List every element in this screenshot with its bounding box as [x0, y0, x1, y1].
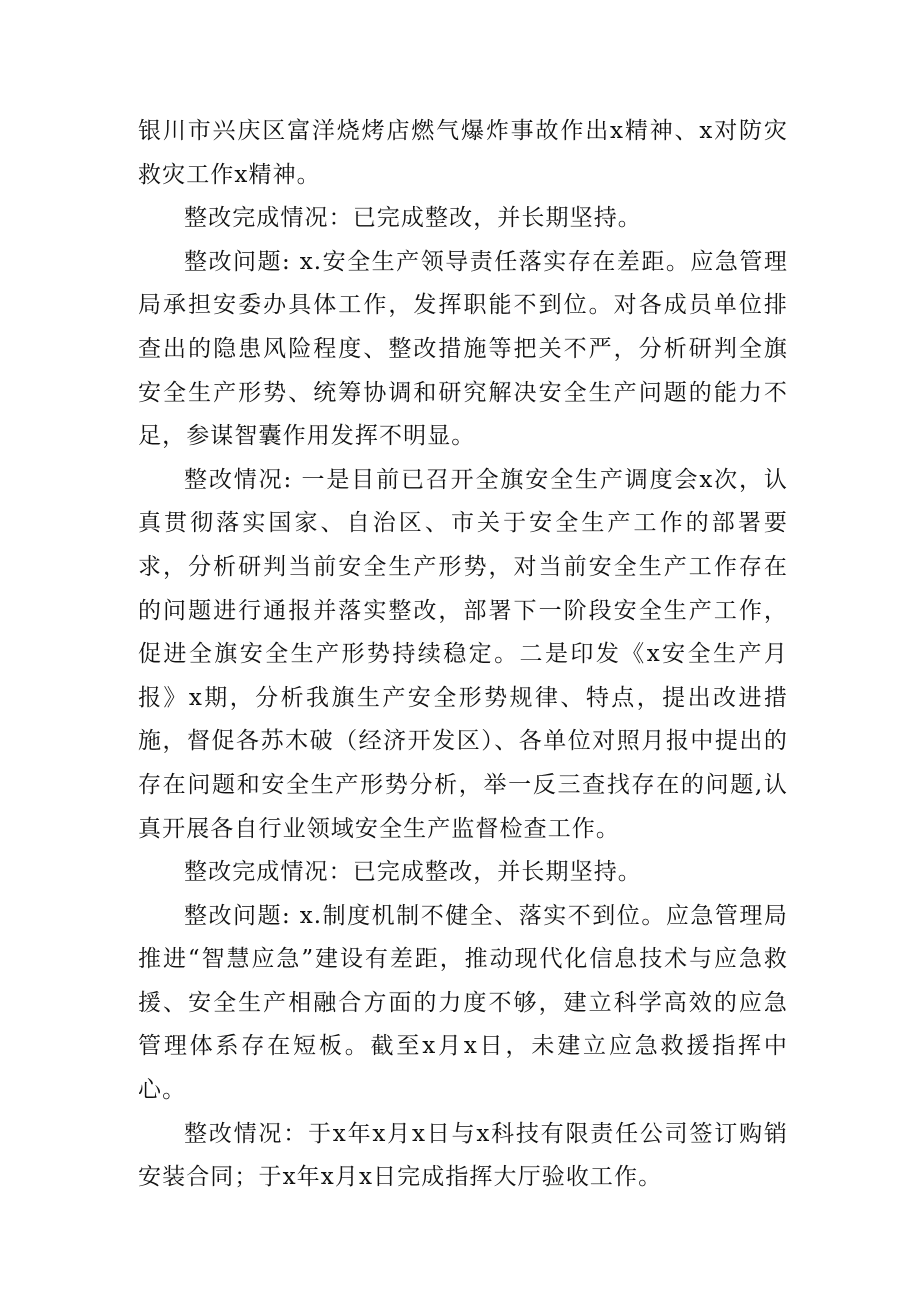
paragraph-rectification-contract: 整改情况：于x年x月x日与x科技有限责任公司签订购销安装合同；于x年x月x日完成指挥大厅验收工作。 — [138, 1120, 788, 1191]
document-page — [138, 110, 788, 1200]
paragraph-issue-responsibility: 整改问题: x.安全生产领导责任落实存在差距。应急管理局承担安委办具体工作，发挥职能不到位。对各成员单位排查出的隐患风险程度、整改措施等把关不严，分析研判全旗安全生产形势、统筹协调和研究解决安全生产问题的能力不足，参谋智囊作用发挥不明显。 — [138, 248, 788, 450]
paragraph-completion-status: 整改完成情况：已完成整改，并长期坚持。 — [184, 859, 642, 886]
paragraph-rectification-status: 整改情况: 一是目前已召开全旗安全生产调度会x次，认真贯彻落实国家、自治区、市关于安全生产工作的部署要求，分析研判当前安全生产形势，对当前安全生产工作存在的问题进行通报并落实整改，部署下一阶段安全生产工作，促进全旗安全生产形势持续稳定。二是印发《x安全生产月报》x期，分析我旗生产安全形势规律、特点，提出改进措施，督促各苏木破（经济开发区）、各单位对照月报中提出的存在问题和安全生产形势分析，举一反三查找存在的问题,认真开展各自行业领域安全生产监督检查工作。 — [138, 466, 788, 842]
paragraph-completion-status: 整改完成情况：已完成整改，并长期坚持。 — [184, 205, 642, 232]
paragraph-issue-mechanism: 整改问题: x.制度机制不健全、落实不到位。应急管理局推进“智慧应急”建设有差距，推动现代化信息技术与应急救援、安全生产相融合方面的力度不够，建立科学高效的应急管理体系存在短板。截至x月x日，未建立应急救援指挥中心。 — [138, 902, 788, 1104]
paragraph-continuation: 银川市兴庆区富洋烧烤店燃气爆炸事故作出x精神、x对防灾救灾工作x精神。 — [138, 118, 788, 188]
